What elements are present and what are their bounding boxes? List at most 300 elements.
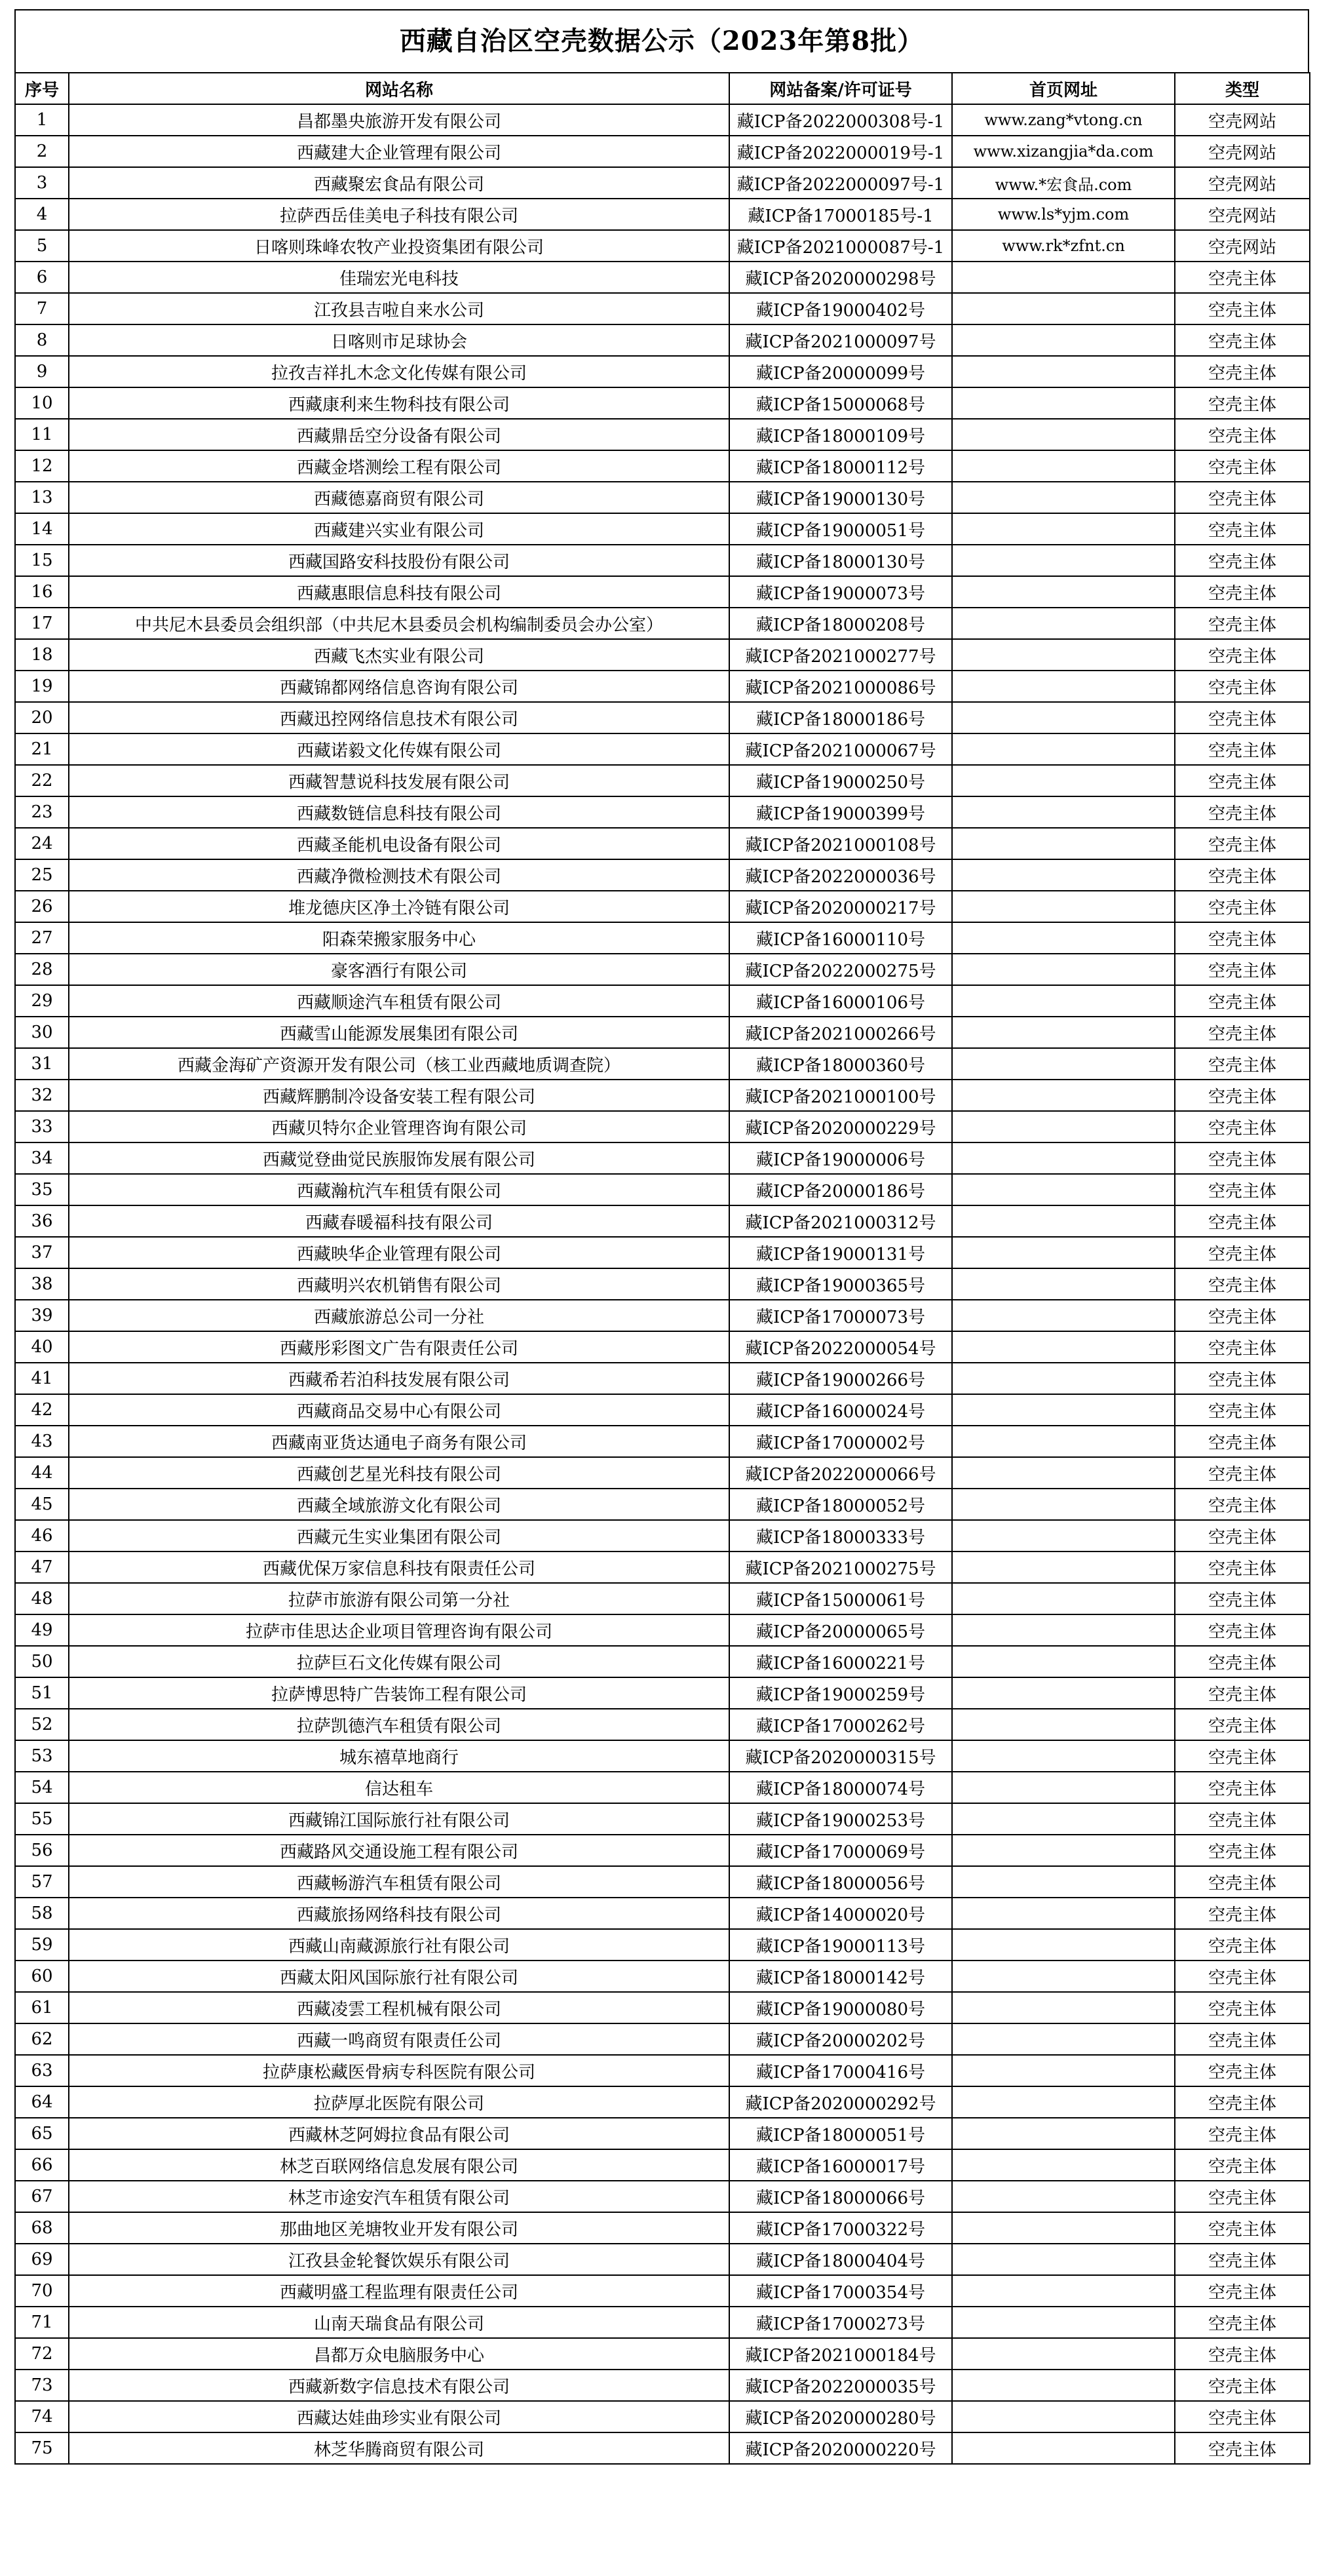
cell-type: 空壳主体 [1175,1111,1310,1142]
cell-type: 空壳主体 [1175,2338,1310,2370]
cell-license: 藏ICP备17000262号 [729,1709,952,1740]
table-row [15,2023,1310,2055]
cell-license: 藏ICP备18000142号 [729,1961,952,1992]
cell-type: 空壳主体 [1175,2181,1310,2212]
cell-homepage [952,828,1175,859]
cell-homepage [952,356,1175,387]
cell-type: 空壳主体 [1175,356,1310,387]
table-row [15,2212,1310,2244]
cell-license: 藏ICP备19000259号 [729,1677,952,1709]
table-row [15,1929,1310,1961]
cell-homepage [952,1080,1175,1111]
cell-site-name: 信达租车 [69,1772,729,1803]
table-row [15,513,1310,545]
cell-type: 空壳主体 [1175,324,1310,356]
cell-homepage [952,1520,1175,1551]
cell-type: 空壳主体 [1175,2401,1310,2432]
table-row [15,1300,1310,1331]
cell-type: 空壳主体 [1175,608,1310,639]
table-row [15,2307,1310,2338]
cell-site-name: 拉萨西岳佳美电子科技有限公司 [69,199,729,230]
cell-license: 藏ICP备19000006号 [729,1142,952,1174]
table-row [15,1363,1310,1394]
cell-type: 空壳主体 [1175,639,1310,671]
cell-license: 藏ICP备18000333号 [729,1520,952,1551]
cell-homepage [952,482,1175,513]
cell-type: 空壳网站 [1175,136,1310,167]
cell-license: 藏ICP备14000020号 [729,1898,952,1929]
cell-type: 空壳主体 [1175,1646,1310,1677]
cell-homepage [952,1237,1175,1268]
cell-type: 空壳主体 [1175,2275,1310,2307]
table-row [15,545,1310,576]
cell-homepage [952,891,1175,922]
cell-index: 52 [15,1709,69,1740]
cell-type: 空壳主体 [1175,922,1310,954]
cell-site-name: 西藏旅游总公司一分社 [69,1300,729,1331]
cell-type: 空壳主体 [1175,1363,1310,1394]
cell-homepage [952,2055,1175,2086]
cell-site-name: 西藏鼎岳空分设备有限公司 [69,419,729,450]
table-row [15,293,1310,324]
cell-homepage [952,1898,1175,1929]
cell-homepage [952,1363,1175,1394]
cell-index: 69 [15,2244,69,2275]
cell-index: 20 [15,702,69,733]
cell-site-name: 西藏锦江国际旅行社有限公司 [69,1803,729,1835]
document-title: 西藏自治区空壳数据公示（2023年第8批） [14,9,1309,72]
cell-license: 藏ICP备2020000280号 [729,2401,952,2432]
cell-site-name: 西藏觉登曲觉民族服饰发展有限公司 [69,1142,729,1174]
cell-site-name: 西藏瀚杭汽车租赁有限公司 [69,1174,729,1205]
cell-license: 藏ICP备2021000100号 [729,1080,952,1111]
cell-site-name: 西藏元生实业集团有限公司 [69,1520,729,1551]
cell-type: 空壳主体 [1175,2307,1310,2338]
cell-type: 空壳主体 [1175,1772,1310,1803]
cell-homepage [952,2086,1175,2118]
cell-index: 48 [15,1583,69,1614]
cell-site-name: 西藏太阳风国际旅行社有限公司 [69,1961,729,1992]
cell-homepage [952,1709,1175,1740]
table-row [15,954,1310,985]
data-table [14,72,1310,2465]
table-row [15,419,1310,450]
cell-homepage [952,1017,1175,1048]
cell-type: 空壳主体 [1175,1457,1310,1489]
cell-homepage: www.rk*zfnt.cn [952,230,1175,262]
cell-homepage [952,2275,1175,2307]
table-row [15,1803,1310,1835]
cell-site-name: 西藏聚宏食品有限公司 [69,167,729,199]
cell-type: 空壳主体 [1175,1394,1310,1426]
table-row [15,733,1310,765]
cell-type: 空壳主体 [1175,2244,1310,2275]
table-row [15,2244,1310,2275]
cell-site-name: 拉萨巨石文化传媒有限公司 [69,1646,729,1677]
cell-index: 24 [15,828,69,859]
cell-index: 8 [15,324,69,356]
table-row [15,1174,1310,1205]
cell-index: 10 [15,387,69,419]
cell-site-name: 西藏诺毅文化传媒有限公司 [69,733,729,765]
cell-homepage [952,324,1175,356]
cell-homepage [952,1142,1175,1174]
cell-type: 空壳网站 [1175,167,1310,199]
cell-homepage [952,545,1175,576]
cell-site-name: 昌都万众电脑服务中心 [69,2338,729,2370]
cell-homepage: www.*宏食品.com [952,167,1175,199]
cell-license: 藏ICP备19000130号 [729,482,952,513]
cell-type: 空壳主体 [1175,1803,1310,1835]
cell-homepage [952,2432,1175,2464]
table-row [15,608,1310,639]
cell-type: 空壳主体 [1175,1080,1310,1111]
table-row [15,1489,1310,1520]
cell-site-name: 西藏雪山能源发展集团有限公司 [69,1017,729,1048]
table-row [15,2401,1310,2432]
table-row [15,1961,1310,1992]
cell-site-name: 西藏一鸣商贸有限责任公司 [69,2023,729,2055]
table-row [15,262,1310,293]
cell-index: 56 [15,1835,69,1866]
cell-license: 藏ICP备19000080号 [729,1992,952,2023]
cell-type: 空壳主体 [1175,1992,1310,2023]
cell-site-name: 西藏顺途汽车租赁有限公司 [69,985,729,1017]
cell-site-name: 拉孜吉祥扎木念文化传媒有限公司 [69,356,729,387]
cell-license: 藏ICP备2021000097号 [729,324,952,356]
cell-type: 空壳主体 [1175,2149,1310,2181]
table-row [15,2338,1310,2370]
table-row [15,167,1310,199]
cell-index: 36 [15,1205,69,1237]
table-row [15,199,1310,230]
cell-index: 45 [15,1489,69,1520]
table-row [15,2118,1310,2149]
cell-site-name: 西藏路风交通设施工程有限公司 [69,1835,729,1866]
cell-homepage: www.ls*yjm.com [952,199,1175,230]
cell-type: 空壳主体 [1175,1677,1310,1709]
cell-homepage [952,1331,1175,1363]
cell-homepage [952,262,1175,293]
cell-site-name: 拉萨市旅游有限公司第一分社 [69,1583,729,1614]
cell-license: 藏ICP备16000106号 [729,985,952,1017]
table-row [15,1080,1310,1111]
cell-license: 藏ICP备2020000220号 [729,2432,952,2464]
cell-index: 71 [15,2307,69,2338]
cell-type: 空壳主体 [1175,419,1310,450]
cell-license: 藏ICP备15000068号 [729,387,952,419]
cell-homepage [952,608,1175,639]
cell-type: 空壳主体 [1175,2055,1310,2086]
cell-homepage [952,387,1175,419]
cell-type: 空壳主体 [1175,1048,1310,1080]
cell-homepage [952,2023,1175,2055]
cell-site-name: 日喀则珠峰农牧产业投资集团有限公司 [69,230,729,262]
cell-license: 藏ICP备2020000217号 [729,891,952,922]
cell-type: 空壳主体 [1175,1520,1310,1551]
table-row [15,1772,1310,1803]
cell-index: 63 [15,2055,69,2086]
cell-homepage [952,1426,1175,1457]
cell-homepage [952,2307,1175,2338]
cell-homepage [952,765,1175,796]
cell-type: 空壳主体 [1175,985,1310,1017]
cell-license: 藏ICP备2022000054号 [729,1331,952,1363]
cell-site-name: 那曲地区羌塘牧业开发有限公司 [69,2212,729,2244]
cell-license: 藏ICP备16000110号 [729,922,952,954]
table-row [15,2055,1310,2086]
cell-homepage [952,450,1175,482]
cell-type: 空壳主体 [1175,1709,1310,1740]
cell-license: 藏ICP备18000404号 [729,2244,952,2275]
cell-site-name: 西藏飞杰实业有限公司 [69,639,729,671]
cell-license: 藏ICP备19000113号 [729,1929,952,1961]
cell-homepage [952,1111,1175,1142]
cell-license: 藏ICP备19000266号 [729,1363,952,1394]
cell-index: 33 [15,1111,69,1142]
cell-site-name: 林芝市途安汽车租赁有限公司 [69,2181,729,2212]
cell-index: 66 [15,2149,69,2181]
cell-index: 3 [15,167,69,199]
cell-index: 64 [15,2086,69,2118]
table-row [15,1520,1310,1551]
cell-index: 73 [15,2370,69,2401]
cell-site-name: 林芝百联网络信息发展有限公司 [69,2149,729,2181]
cell-site-name: 西藏林芝阿姆拉食品有限公司 [69,2118,729,2149]
cell-index: 70 [15,2275,69,2307]
cell-homepage [952,1646,1175,1677]
cell-type: 空壳主体 [1175,891,1310,922]
cell-index: 26 [15,891,69,922]
cell-site-name: 西藏明兴农机销售有限公司 [69,1268,729,1300]
cell-index: 61 [15,1992,69,2023]
cell-type: 空壳主体 [1175,2118,1310,2149]
cell-homepage [952,1835,1175,1866]
cell-homepage [952,2149,1175,2181]
cell-site-name: 西藏彤彩图文广告有限责任公司 [69,1331,729,1363]
cell-homepage [952,985,1175,1017]
cell-site-name: 江孜县金轮餐饮娱乐有限公司 [69,2244,729,2275]
cell-site-name: 西藏康利来生物科技有限公司 [69,387,729,419]
cell-site-name: 西藏建大企业管理有限公司 [69,136,729,167]
cell-homepage [952,2118,1175,2149]
cell-index: 27 [15,922,69,954]
cell-homepage [952,1929,1175,1961]
cell-index: 68 [15,2212,69,2244]
cell-homepage [952,733,1175,765]
cell-site-name: 西藏明盛工程监理有限责任公司 [69,2275,729,2307]
cell-homepage [952,1551,1175,1583]
cell-index: 75 [15,2432,69,2464]
cell-homepage [952,671,1175,702]
cell-type: 空壳主体 [1175,1835,1310,1866]
cell-license: 藏ICP备2020000298号 [729,262,952,293]
cell-site-name: 佳瑞宏光电科技 [69,262,729,293]
cell-type: 空壳主体 [1175,1866,1310,1898]
cell-site-name: 阳森荣搬家服务中心 [69,922,729,954]
table-row [15,1237,1310,1268]
cell-homepage [952,2401,1175,2432]
cell-type: 空壳主体 [1175,1426,1310,1457]
cell-homepage [952,293,1175,324]
cell-site-name: 江孜县吉啦自来水公司 [69,293,729,324]
cell-license: 藏ICP备15000061号 [729,1583,952,1614]
cell-type: 空壳主体 [1175,733,1310,765]
table-row [15,671,1310,702]
cell-homepage [952,1174,1175,1205]
cell-index: 34 [15,1142,69,1174]
cell-homepage [952,1394,1175,1426]
cell-site-name: 西藏春暖福科技有限公司 [69,1205,729,1237]
table-row [15,1457,1310,1489]
cell-license: 藏ICP备2022000036号 [729,859,952,891]
cell-homepage [952,513,1175,545]
cell-site-name: 昌都墨央旅游开发有限公司 [69,104,729,136]
table-row [15,828,1310,859]
cell-homepage [952,1457,1175,1489]
table-row [15,2432,1310,2464]
cell-license: 藏ICP备20000202号 [729,2023,952,2055]
cell-license: 藏ICP备17000069号 [729,1835,952,1866]
cell-index: 9 [15,356,69,387]
cell-index: 5 [15,230,69,262]
cell-license: 藏ICP备19000365号 [729,1268,952,1300]
table-row [15,2275,1310,2307]
cell-site-name: 西藏数链信息科技有限公司 [69,796,729,828]
cell-index: 18 [15,639,69,671]
cell-index: 25 [15,859,69,891]
cell-index: 29 [15,985,69,1017]
cell-site-name: 西藏南亚货达通电子商务有限公司 [69,1426,729,1457]
cell-type: 空壳主体 [1175,702,1310,733]
cell-type: 空壳主体 [1175,1017,1310,1048]
cell-homepage [952,1772,1175,1803]
cell-index: 50 [15,1646,69,1677]
cell-type: 空壳主体 [1175,293,1310,324]
cell-homepage [952,576,1175,608]
table-row [15,1111,1310,1142]
cell-type: 空壳主体 [1175,513,1310,545]
cell-site-name: 拉萨市佳思达企业项目管理咨询有限公司 [69,1614,729,1646]
cell-type: 空壳主体 [1175,671,1310,702]
cell-license: 藏ICP备18000051号 [729,2118,952,2149]
cell-site-name: 西藏映华企业管理有限公司 [69,1237,729,1268]
cell-index: 14 [15,513,69,545]
cell-index: 21 [15,733,69,765]
cell-index: 32 [15,1080,69,1111]
cell-index: 22 [15,765,69,796]
cell-license: 藏ICP备19000051号 [729,513,952,545]
cell-license: 藏ICP备2022000275号 [729,954,952,985]
cell-type: 空壳主体 [1175,1614,1310,1646]
cell-license: 藏ICP备16000017号 [729,2149,952,2181]
table-row [15,922,1310,954]
table-row [15,1017,1310,1048]
cell-license: 藏ICP备20000065号 [729,1614,952,1646]
cell-index: 15 [15,545,69,576]
table-row [15,891,1310,922]
table-row [15,450,1310,482]
cell-site-name: 西藏新数字信息技术有限公司 [69,2370,729,2401]
cell-site-name: 西藏智慧说科技发展有限公司 [69,765,729,796]
cell-site-name: 拉萨博思特广告装饰工程有限公司 [69,1677,729,1709]
cell-homepage [952,1614,1175,1646]
header-row [15,73,1310,104]
cell-type: 空壳主体 [1175,1237,1310,1268]
cell-homepage [952,2338,1175,2370]
cell-index: 72 [15,2338,69,2370]
cell-index: 58 [15,1898,69,1929]
cell-site-name: 西藏创艺星光科技有限公司 [69,1457,729,1489]
cell-homepage [952,639,1175,671]
cell-homepage [952,702,1175,733]
cell-site-name: 西藏优保万家信息科技有限责任公司 [69,1551,729,1583]
cell-type: 空壳主体 [1175,1142,1310,1174]
cell-index: 31 [15,1048,69,1080]
cell-index: 60 [15,1961,69,1992]
table-row [15,1677,1310,1709]
cell-type: 空壳主体 [1175,1489,1310,1520]
table-row [15,796,1310,828]
table-row [15,1583,1310,1614]
cell-homepage [952,1677,1175,1709]
cell-site-name: 拉萨厚北医院有限公司 [69,2086,729,2118]
cell-homepage [952,954,1175,985]
cell-license: 藏ICP备18000056号 [729,1866,952,1898]
cell-homepage [952,1803,1175,1835]
cell-license: 藏ICP备2022000308号-1 [729,104,952,136]
cell-type: 空壳主体 [1175,1205,1310,1237]
cell-site-name: 西藏惠眼信息科技有限公司 [69,576,729,608]
cell-site-name: 西藏国路安科技股份有限公司 [69,545,729,576]
cell-site-name: 西藏旅扬网络科技有限公司 [69,1898,729,1929]
table-row [15,324,1310,356]
cell-index: 65 [15,2118,69,2149]
cell-index: 12 [15,450,69,482]
cell-site-name: 拉萨凯德汽车租赁有限公司 [69,1709,729,1740]
table-row [15,230,1310,262]
table-row [15,482,1310,513]
cell-index: 37 [15,1237,69,1268]
cell-license: 藏ICP备2021000086号 [729,671,952,702]
cell-index: 62 [15,2023,69,2055]
cell-license: 藏ICP备2022000035号 [729,2370,952,2401]
cell-type: 空壳主体 [1175,828,1310,859]
cell-index: 46 [15,1520,69,1551]
cell-site-name: 山南天瑞食品有限公司 [69,2307,729,2338]
cell-license: 藏ICP备18000074号 [729,1772,952,1803]
cell-type: 空壳网站 [1175,230,1310,262]
cell-homepage: www.xizangjia*da.com [952,136,1175,167]
cell-license: 藏ICP备17000273号 [729,2307,952,2338]
cell-homepage [952,2181,1175,2212]
cell-license: 藏ICP备2020000315号 [729,1740,952,1772]
cell-index: 67 [15,2181,69,2212]
cell-index: 19 [15,671,69,702]
header-type: 类型 [1175,73,1310,104]
cell-homepage [952,419,1175,450]
cell-type: 空壳主体 [1175,450,1310,482]
cell-site-name: 西藏希若泊科技发展有限公司 [69,1363,729,1394]
cell-index: 28 [15,954,69,985]
cell-site-name: 西藏金塔测绘工程有限公司 [69,450,729,482]
cell-type: 空壳主体 [1175,1331,1310,1363]
table-row [15,1426,1310,1457]
cell-site-name: 西藏达娃曲珍实业有限公司 [69,2401,729,2432]
cell-index: 7 [15,293,69,324]
cell-site-name: 西藏畅游汽车租赁有限公司 [69,1866,729,1898]
header-index: 序号 [15,73,69,104]
